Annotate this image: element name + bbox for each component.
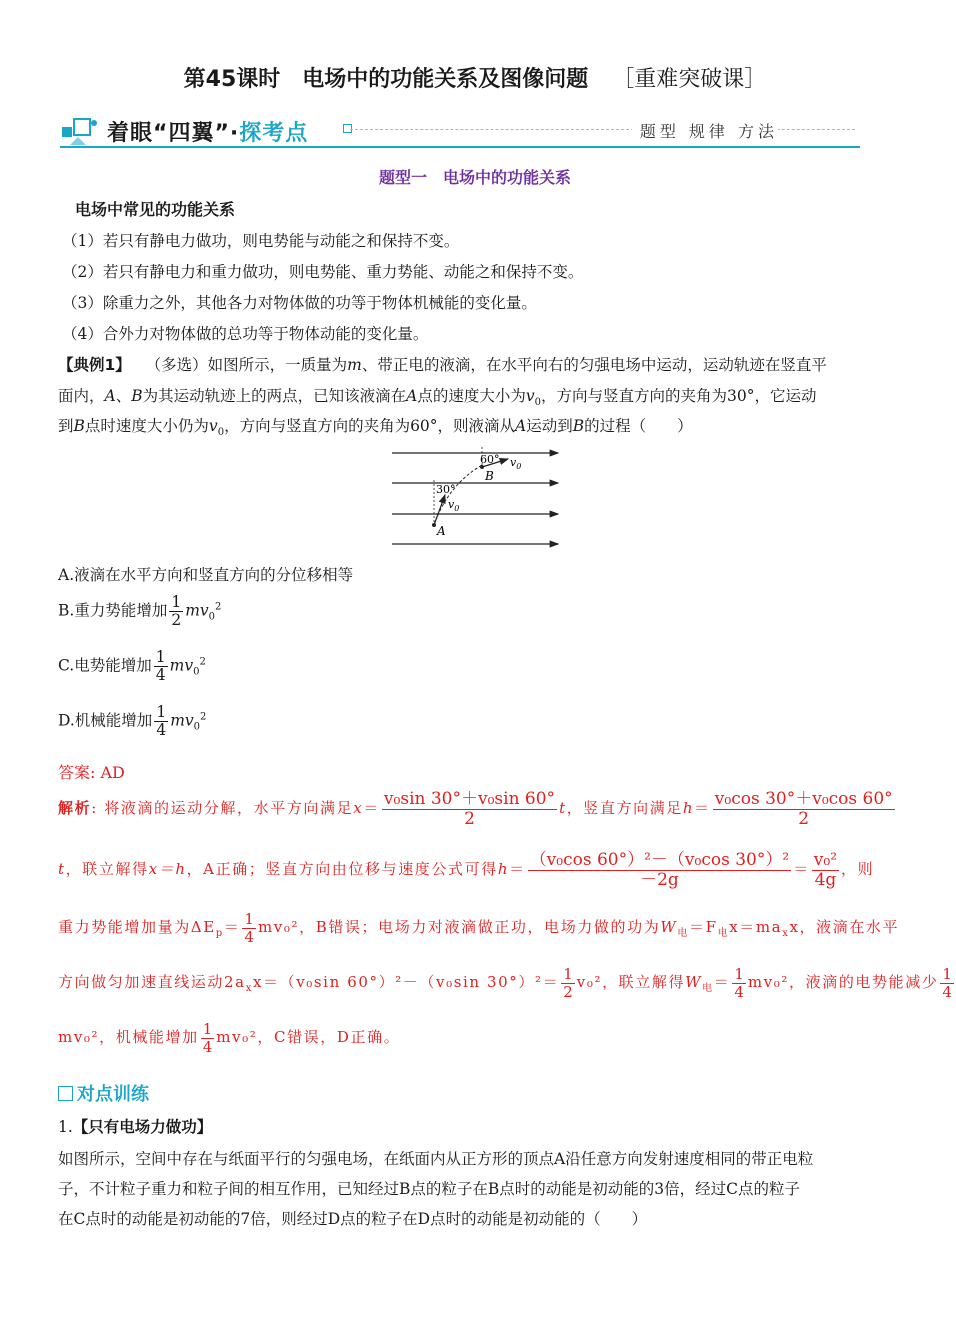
fraction: $\frac{1}{4}$ <box>202 1020 213 1056</box>
point-b-label: B <box>485 469 494 483</box>
question-1-heading <box>58 1115 212 1137</box>
example-sub: 0 <box>217 427 225 439</box>
fraction: $\frac{1}{2}$ <box>171 593 182 630</box>
analysis-line-5: mv₀²，机械能增加 $\frac{1}{4}$ mv₀²，C错误，D正确。 <box>58 1020 401 1056</box>
question-1-line: 在C点时的动能是初动能的7倍，则经过D点的粒子在D点时的动能是初动能的（ ） <box>58 1210 648 1228</box>
option-b-text: B.重力势能增加 <box>58 601 168 620</box>
answer-label: 答案 <box>58 763 91 782</box>
velocity-arrow-a <box>434 495 445 525</box>
example-var: A <box>406 387 418 405</box>
option-b: B.重力势能增加 $\frac{1}{2}$ $mv_0^2$ <box>58 593 222 630</box>
example-label: 【典例1】 <box>58 356 131 374</box>
fraction: $\frac{\text{v₀sin 30°＋v₀sin 60°}}{2}$ <box>383 789 556 829</box>
question-number: 1. <box>58 1118 73 1136</box>
answer-line: 答案: AD <box>58 763 125 782</box>
example-var: v <box>525 387 535 405</box>
example-text: 、 <box>115 387 132 405</box>
page-title-tag: ［重难突破课］ <box>612 67 767 92</box>
example-text: 、带正电的液滴，在水平向右的匀强电场中运动，运动轨迹在竖直平 <box>361 356 827 374</box>
option-c-text: C.电势能增加 <box>58 656 152 675</box>
rule-item: （4）合外力对物体做的总功等于物体动能的变化量。 <box>62 325 429 343</box>
option-c: C.电势能增加 $\frac{1}{4}$ $mv_0^2$ <box>58 648 206 685</box>
training-title <box>58 1080 149 1106</box>
rule-item: （1）若只有静电力做功，则电势能与动能之和保持不变。 <box>62 232 460 250</box>
section-title: 题型一 电场中的功能关系 <box>378 168 571 187</box>
question-1-line: 如图所示，空间中存在与纸面平行的匀强电场，在纸面内从正方形的顶点A沿任意方向发射速度相同的带正电粒 <box>58 1150 814 1168</box>
option-var: mv <box>185 601 209 620</box>
option-var: mv <box>170 711 194 730</box>
example-line-3 <box>58 414 693 438</box>
answer-value: AD <box>100 763 125 782</box>
example-text: 到 <box>58 417 74 435</box>
fraction: $\frac{\text{v₀²}}{4g}$ <box>813 850 838 890</box>
example-var: B <box>73 417 85 435</box>
option-var: mv <box>169 656 194 675</box>
example-var: A <box>515 417 527 435</box>
example-qtype: （多选） <box>145 356 208 374</box>
v0-label-bottom: $v_0$ <box>448 498 460 513</box>
page-title-main: 第45课时 电场中的功能关系及图像问题 <box>183 67 589 92</box>
analysis-line-2: t，联立解得x＝h，A正确；竖直方向由位移与速度公式可得h＝ $\frac{\text{（v₀cos 60°）²－（v₀cos 30°）²}}{-2g}$ ＝ $\frac{\text{v₀²}}{4g}$ ，则 <box>58 850 875 890</box>
banner-right-label: 题型 规律 方法 <box>632 119 778 142</box>
analysis-label: 解析 <box>58 799 92 818</box>
banner-title-part2: 探考点 <box>239 121 309 146</box>
example-text: 面内， <box>58 387 105 405</box>
example-var: B <box>131 387 143 405</box>
example-var: v <box>208 417 218 435</box>
example-sub: 0 <box>534 397 541 409</box>
option-d-text: D.机械能增加 <box>58 711 153 730</box>
banner-underline <box>60 146 860 148</box>
example-var: A <box>104 387 116 405</box>
analysis-line-4: 方向做匀加速直线运动$2a_xx=(v_0\sin$ 60°）²－（v₀sin 30°）²＝ $\frac{1}{2}$ v₀²，联立解得$W_电=$ $\frac{1}{4}$ mv₀²，液滴的电势能减少 $\frac{1}{4}$ <box>58 965 952 1001</box>
fraction: $\frac{1}{4}$ <box>156 703 167 740</box>
point-a-label: A <box>437 524 446 538</box>
example-var: B <box>572 417 585 435</box>
example-line-2 <box>58 384 816 408</box>
v0-label-top: $v_0$ <box>510 456 522 471</box>
field-lines <box>392 453 558 544</box>
fraction: $\frac{\text{（v₀cos 60°）²－（v₀cos 30°）²}}{-2g}$ <box>529 850 790 890</box>
example-text: 运动到 <box>526 417 573 435</box>
rule-item: （2）若只有静电力和重力做功，则电势能、重力势能、动能之和保持不变。 <box>62 263 584 281</box>
example-text: ，方向与竖直方向的夹角为30°，它运动 <box>541 387 817 405</box>
angle-top-label: 60° <box>480 453 500 466</box>
fraction: $\frac{1}{4}$ <box>155 648 166 685</box>
question-1-line: 子，不计粒子重力和粒子间的相互作用，已知经过B点的粒子在B点时的动能是初动能的3倍，经过C点的粒子 <box>58 1180 801 1198</box>
training-title-text: 对点训练 <box>77 1084 149 1105</box>
example-line-1 <box>58 353 827 375</box>
section-banner <box>60 113 860 153</box>
question-tag: 【只有电场力做功】 <box>72 1118 213 1136</box>
option-d: D.机械能增加 $\frac{1}{4}$ $mv_0^2$ <box>58 703 207 740</box>
section-subtitle: 电场中常见的功能关系 <box>75 200 236 219</box>
angle-bottom-label: 30° <box>436 483 456 496</box>
rule-item: （3）除重力之外，其他各力对物体做的功等于物体机械能的变化量。 <box>62 294 537 312</box>
fraction: $\frac{1}{2}$ <box>563 965 573 1001</box>
example-text: 如图所示，一质量为 <box>207 356 348 374</box>
example-text: 点的速度大小为 <box>417 387 526 405</box>
checkbox-square-icon <box>58 1086 73 1101</box>
example-text: ，方向与竖直方向的夹角为60°，则液滴从 <box>224 417 516 435</box>
fraction: $\frac{1}{4}$ <box>734 965 744 1001</box>
example-text: 为其运动轨迹上的两点，已知该液滴在 <box>142 387 407 405</box>
electric-field-figure <box>390 447 562 549</box>
example-text: 点时速度大小仍为 <box>84 417 209 435</box>
fraction: $\frac{1}{4}$ <box>942 965 952 1001</box>
example-text: 的过程（ ） <box>584 417 693 435</box>
fraction: $\frac{\text{v₀cos 30°＋v₀cos 60°}}{2}$ <box>714 789 893 829</box>
analysis-line-1: 解析: 将液滴的运动分解，水平方向满足x＝ $\frac{\text{v₀sin 30°＋v₀sin 60°}}{2}$ t，竖直方向满足h＝ $\frac{\text{v₀cos 30°＋v₀cos 60°}}{2}$ <box>58 789 893 829</box>
banner-dashed-line <box>350 129 855 130</box>
fraction: $\frac{1}{4}$ <box>244 910 254 946</box>
analysis-line-3: 重力势能增加量为$\Delta E_p=$ $\frac{1}{4}$ mv₀²，B错误；电场力对液滴做正功，电场力做的功为$W_电=F_电x=ma_xx$，液滴在水平 <box>58 910 900 946</box>
banner-title <box>107 116 308 147</box>
banner-title-part1: 着眼“四翼”· <box>107 121 240 146</box>
option-a: A.液滴在水平方向和竖直方向的分位移相等 <box>58 566 354 584</box>
page-title <box>0 62 950 93</box>
example-var: m <box>347 356 362 374</box>
